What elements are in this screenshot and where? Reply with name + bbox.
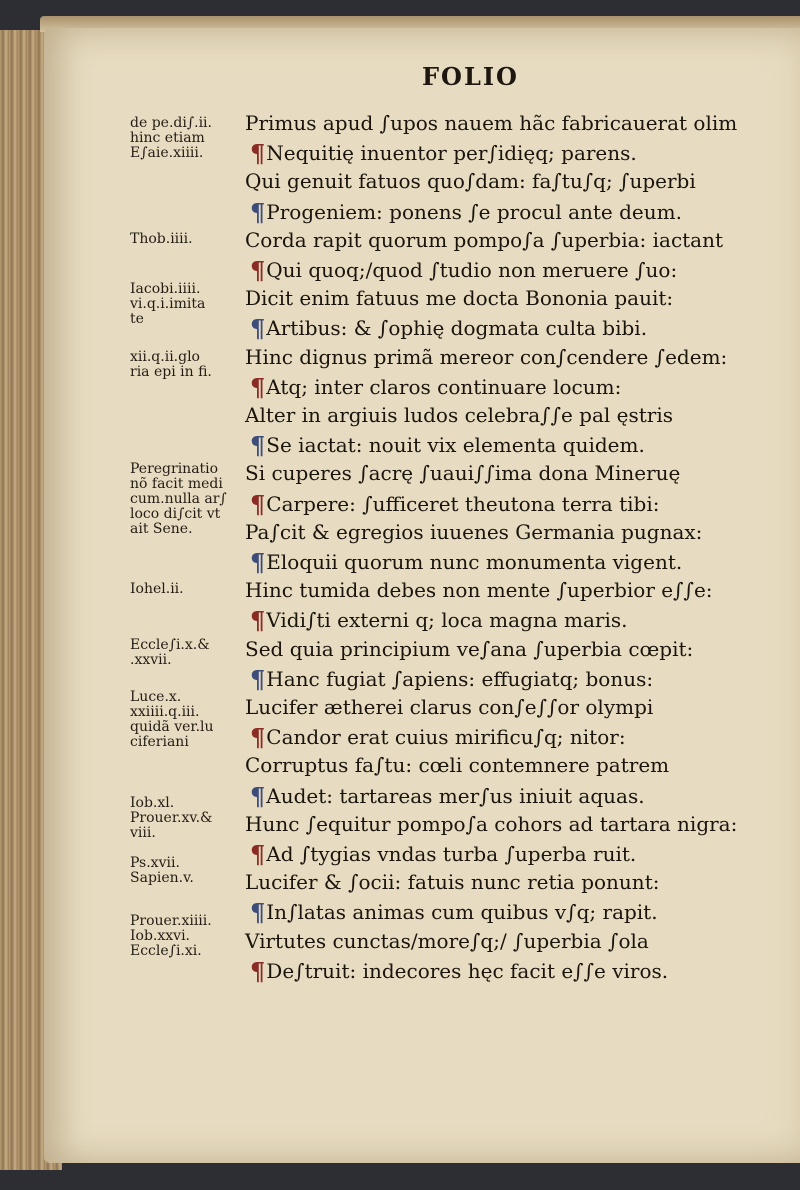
verse-line [245,402,673,428]
verse-line [245,752,669,778]
verse-text: Si cuperes ∫acrę ∫uaui∫∫ima dona Mineruę [245,461,681,486]
pilcrow-mark-icon: ¶ [250,606,266,636]
pilcrow-mark-icon: ¶ [250,723,266,753]
pilcrow-mark-icon: ¶ [250,664,266,694]
verse-text: Corruptus fa∫tu: cœli contemnere patrem [245,753,670,778]
margin-note: Ps.xvii. Sapien.v. [130,855,194,886]
verse-line [250,256,677,283]
margin-note: Peregrinatio nõ facit medi cum.nulla ar∫ loco di∫cit vt ait Sene. [130,461,227,537]
verse-line [250,957,668,984]
margin-note: Thob.iiii. [130,231,193,247]
pilcrow-mark-icon: ¶ [250,372,266,402]
verse-line [245,694,653,720]
verse-line [250,431,645,461]
verse-text: Nequitię inuentor per∫idięq; parens. [266,141,637,166]
margin-note: Iacobi.iiii. vi.q.i.imita te [130,281,206,327]
verse-line [245,811,737,837]
verse-line [245,636,693,662]
margin-note: Prouer.xiiii. Iob.xxvi. Eccle∫i.xi. [130,913,212,959]
verse-line [245,928,649,954]
verse-text: Hinc tumida debes non mente ∫uperbior e∫∫e: [245,578,713,603]
verse-text: Candor erat cuius mirificu∫q; nitor: [266,725,626,750]
pilcrow-mark-icon: ¶ [250,256,266,285]
margin-note: Eccle∫i.x.& .xxvii. [130,637,210,668]
pilcrow-mark-icon: ¶ [250,489,266,519]
verse-line [250,314,648,344]
verse-line [245,110,737,136]
verse-text: De∫truit: indecores hęc facit e∫∫e viros. [266,958,669,983]
pilcrow-mark-icon: ¶ [250,840,266,869]
verse-text: In∫latas animas cum quibus v∫q; rapit. [266,900,658,925]
verse-text: Qui quoq;/quod ∫tudio non meruere ∫uo: [266,258,678,282]
verse-text: Hanc fugiat ∫apiens: effugiatq; bonus: [266,666,654,691]
margin-note: Iob.xl. Prouer.xv.& viii. [130,795,213,841]
verse-line [250,139,637,169]
pilcrow-mark-icon: ¶ [250,139,266,169]
verse-line [245,460,680,486]
verse-text: Pa∫cit & egregios iuuenes Germania pugnax: [245,519,703,544]
verse-line [250,898,658,928]
pilcrow-mark-icon: ¶ [250,314,266,344]
verse-text: Audet: tartareas mer∫us iniuit aquas. [266,783,645,808]
verse-line [245,519,702,545]
verse-line [245,168,696,194]
verse-line [250,782,645,809]
verse-line [250,373,621,400]
pilcrow-mark-icon: ¶ [250,431,266,461]
verse-text: Lucifer & ∫ocii: fatuis nunc retia ponunt: [245,870,660,895]
verse-line [245,869,659,895]
verse-text: Alter in argiuis ludos celebra∫∫e pal ęstris [245,403,674,427]
verse-line [250,665,653,692]
verse-text: Ad ∫tygias vndas turba ∫uperba ruit. [266,842,637,866]
verse-line [245,285,673,311]
verse-text: Dicit enim fatuus me docta Bononia pauit: [245,286,674,311]
verse-line [250,198,682,225]
margin-note: Iohel.ii. [130,581,184,597]
page-header-folio: FOLIO [422,62,519,91]
verse-line [250,723,626,753]
margin-note: de pe.di∫.ii. hinc etiam E∫aie.xiiii. [130,115,212,161]
verse-text: Hunc ∫equitur pompo∫a cohors ad tartara nigra: [245,811,738,836]
verse-line [250,840,636,867]
verse-text: Lucifer ætherei clarus con∫e∫∫or olympi [245,695,654,719]
verse-line [250,490,659,517]
verse-line [245,577,713,603]
verse-text: Primus apud ∫upos nauem hãc fabricauerat olim [245,111,738,135]
margin-note: Luce.x. xxiiii.q.iii. quidã ver.lu ciferiani [130,689,214,750]
verse-line [245,227,723,253]
verse-text: Se iactat: nouit vix elementa quidem. [266,433,645,458]
verse-text: Artibus: & ∫ophię dogmata culta bibi. [266,316,648,341]
verse-text: Atq; inter claros continuare locum: [266,374,622,399]
verse-text: Sed quia principium ve∫ana ∫uperbia cœpit: [245,636,694,661]
verse-text: Progeniem: ponens ∫e procul ante deum. [266,199,682,224]
verse-text: Corda rapit quorum pompo∫a ∫uperbia: iactant [245,227,724,252]
verse-text: Eloquii quorum nunc monumenta vigent. [266,550,683,574]
pilcrow-mark-icon: ¶ [250,197,266,227]
pilcrow-mark-icon: ¶ [250,781,266,811]
pilcrow-mark-icon: ¶ [250,548,266,577]
verse-line [250,548,682,575]
pilcrow-mark-icon: ¶ [250,898,266,928]
verse-text: Qui genuit fatuos quo∫dam: fa∫tu∫q; ∫uperbi [245,169,696,194]
pilcrow-mark-icon: ¶ [250,956,266,986]
verse-line [245,344,727,370]
verse-text: Hinc dignus primã mereor con∫cendere ∫edem: [245,344,728,369]
verse-text: Virtutes cunctas/more∫q;/ ∫uperbia ∫ola [245,928,649,953]
verse-text: Carpere: ∫ufficeret theutona terra tibi: [266,491,660,516]
margin-note: xii.q.ii.glo ria epi in fi. [130,349,212,380]
verse-text: Vidi∫ti externi q; loca magna maris. [266,608,628,633]
verse-line [250,606,628,636]
